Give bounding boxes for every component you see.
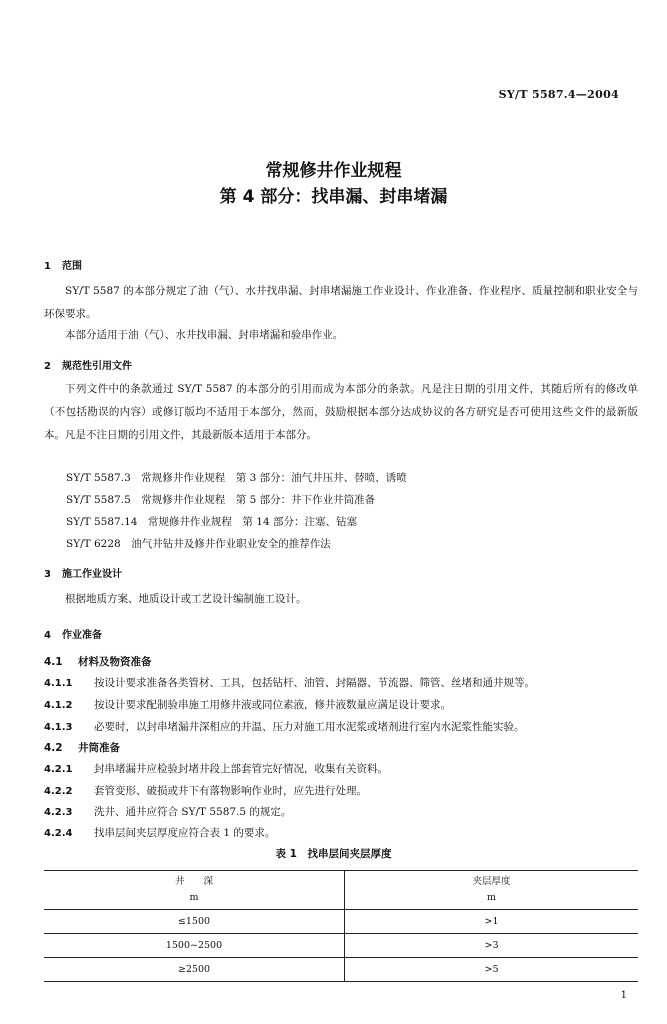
section-heading-3: [44, 565, 122, 580]
clause-number: 4.1.2: [44, 700, 73, 711]
subsection-title: 井筒准备: [78, 742, 120, 754]
section-heading-4: [44, 626, 102, 641]
layer-thickness-table: [44, 870, 638, 982]
clause-item: [44, 783, 367, 798]
section-number: 2: [44, 361, 51, 372]
section-number: 4: [44, 630, 51, 641]
clause-text: 封串堵漏井应检验封堵井段上部套管完好情况，收集有关资料。: [94, 763, 388, 775]
standard-code: SY/T 5587.4—2004: [498, 88, 619, 101]
document-title: 常规修井作业规程: [265, 161, 402, 181]
table-row: [44, 934, 638, 958]
table-row: [44, 910, 638, 934]
section-title: 规范性引用文件: [62, 361, 132, 372]
subsection-heading-4-1: [44, 654, 152, 669]
section-number: 1: [44, 261, 51, 272]
depth-cell: ≥2500: [44, 958, 345, 982]
header-label: 夹层厚度: [472, 876, 511, 887]
depth-cell: ≤1500: [44, 910, 345, 934]
clause-item: [44, 675, 535, 690]
section-title: 作业准备: [62, 630, 102, 641]
clause-text: 按设计要求配制验串施工用修井液或同位素液，修井液数量应满足设计要求。: [94, 699, 451, 711]
section-heading-1: [44, 257, 82, 272]
thickness-cell: >5: [345, 958, 639, 982]
design-paragraph: 根据地质方案、地质设计或工艺设计编制施工设计。: [65, 593, 307, 605]
clause-text: 洗井、通井应符合 SY/T 5587.5 的规定。: [94, 806, 292, 818]
clause-number: 4.2.3: [44, 807, 73, 818]
page-number: 1: [620, 990, 627, 1001]
clause-number: 4.1.3: [44, 722, 73, 733]
depth-cell: 1500~2500: [44, 934, 345, 958]
clause-item: [44, 697, 451, 712]
clause-item: [44, 825, 275, 840]
table-header-row: [44, 871, 638, 910]
thickness-cell: >1: [345, 910, 639, 934]
subsection-number: 4.1: [44, 656, 63, 668]
reference-item: SY/T 5587.3 常规修井作业规程 第 3 部分：油气井压井、替喷、诱喷: [66, 472, 407, 484]
clause-number: 4.2.2: [44, 786, 73, 797]
subsection-title: 材料及物资准备: [78, 656, 152, 668]
thickness-cell: >3: [345, 934, 639, 958]
clause-number: 4.1.1: [44, 678, 73, 689]
clause-number: 4.2.4: [44, 828, 73, 839]
clause-text: 套管变形、破损或井下有落物影响作业时，应先进行处理。: [94, 785, 367, 797]
depth-header: [44, 871, 345, 910]
reference-item: SY/T 5587.5 常规修井作业规程 第 5 部分：井下作业井筒准备: [66, 494, 376, 506]
clause-number: 4.2.1: [44, 764, 73, 775]
clause-item: [44, 804, 291, 819]
scope-paragraph: SY/T 5587 的本部分规定了油（气）、水井找串漏、封串堵漏施工作业设计、作业准备、作业程序、质量控制和职业安全与环保要求。: [44, 285, 638, 320]
table-caption: 表 1 找串层间夹层厚度: [275, 848, 392, 860]
clause-text: 必要时，以封串堵漏井深相应的井温、压力对施工用水泥浆或堵剂进行室内水泥浆性能实验。: [94, 721, 525, 733]
header-unit: m: [189, 892, 199, 903]
document-subtitle: 第 4 部分：找串漏、封串堵漏: [219, 187, 448, 207]
header-unit: m: [486, 892, 496, 903]
header-label: 井 深: [174, 876, 213, 887]
thickness-header: [345, 871, 639, 910]
section-title: 施工作业设计: [62, 569, 122, 580]
normative-references-paragraph: 下列文件中的条款通过 SY/T 5587 的本部分的引用而成为本部分的条款。凡是注日期的引用文件，其随后所有的修改单（不包括勘误的内容）或修订版均不适用于本部分，然而，鼓励根据本部分达成协议的各方研究是否可使用这些文件的最新版本。凡是不注日期的引用文件，其最新版本适用于本部分。: [44, 383, 638, 441]
section-heading-2: [44, 357, 132, 372]
table-row: [44, 958, 638, 982]
reference-item: SY/T 6228 油气井钻井及修井作业职业安全的推荐作法: [66, 538, 331, 550]
scope-applicability: 本部分适用于油（气）、水井找串漏、封串堵漏和验串作业。: [65, 329, 344, 341]
clause-item: [44, 761, 388, 776]
clause-text: 找串层间夹层厚度应符合表 1 的要求。: [94, 827, 276, 839]
section-number: 3: [44, 569, 51, 580]
reference-item: SY/T 5587.14 常规修井作业规程 第 14 部分：注塞、钻塞: [66, 516, 357, 528]
clause-item: [44, 719, 525, 734]
clause-text: 按设计要求准备各类管材、工具，包括钻杆、油管、封隔器、节流器、筛管、丝堵和通井规等。: [94, 677, 535, 689]
subsection-heading-4-2: [44, 740, 120, 755]
subsection-number: 4.2: [44, 742, 63, 754]
section-title: 范围: [62, 261, 82, 272]
